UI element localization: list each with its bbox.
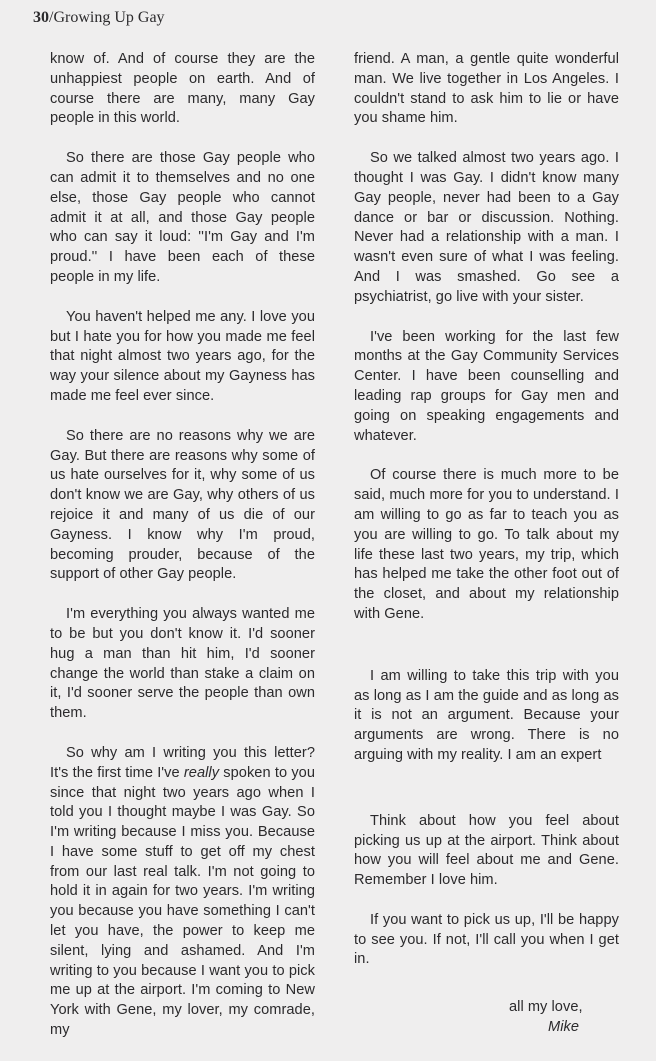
signoff: [354, 998, 619, 1038]
paragraph: Of course there is much more to be said, much more for you to understand. I am willing to go as far to teach you as you are willing to go. To talk about my life these last two years, my trip, which has helped me take the other foot out of the closet, and about my relationship with Gene.: [354, 467, 619, 622]
left-column: [50, 50, 315, 1061]
paragraph: know of. And of course they are the unhappiest people on earth. And of course there are many, many Gay people in this world.: [50, 51, 315, 127]
paragraph: I am willing to take this trip with you as long as I am the guide and as long as it is not an argument. Because your arguments are wrong. There is no arguing with my reality. I am an expert: [354, 667, 619, 763]
running-title: /Growing Up Gay: [49, 9, 165, 26]
paragraph: I've been working for the last few months at the Gay Community Services Center. I have been counselling and leading rap groups for Gay men and going on speaking engagements and whatever.: [354, 328, 619, 444]
paragraph-text: spoken to you since that night two years ago when I told you I thought maybe I was Gay. So I'm writing because I miss you. Because I have some stuff to get off my chest from our last real talk. I'm not going to hold it in again for two years. I'm writing you because you have something I can't let you have, the power to keep me silent, lying and ashamed. And I'm writing to you because I want you to pick me up at the airport. I'm coming to New York with Gene, my lover, my comrade, my: [50, 764, 316, 1039]
closing-text: all my love,: [509, 999, 583, 1016]
paragraph: You haven't helped me any. I love you but I hate you for how you made me feel that night almost two years ago, for the way your silence about my Gayness has made me feel ever since.: [50, 308, 315, 404]
emphasis-text: really: [183, 764, 220, 781]
right-column: [354, 50, 619, 1038]
page-number: 30: [33, 9, 49, 26]
paragraph: So we talked almost two years ago. I thought I was Gay. I didn't know many Gay people, never had been to a Gay dance or bar or discussion. Nothing. Never had a relationship with a man. I wasn't even sure of what I was feeling. And I was smashed. Go see a psychiatrist, go live with your sister.: [354, 150, 619, 305]
paragraph: [50, 744, 315, 1041]
paragraph: Think about how you feel about picking us up at the airport. Think about how you will feel about me and Gene. Remember I love him.: [354, 812, 619, 889]
paragraph: So there are no reasons why we are Gay. But there are reasons why some of us hate ourselves for it, why some of us don't know we are Gay, why others of us rejoice it and many of us die of our Gayness. I know why I'm proud, becoming prouder, because of the support of other Gay people.: [50, 427, 315, 583]
signature: Mike: [548, 1019, 580, 1036]
paragraph: friend. A man, a gentle quite wonderful man. We live together in Los Angeles. I couldn't stand to ask him to lie or have you shame him.: [354, 51, 619, 127]
paragraph: I'm everything you always wanted me to be but you don't know it. I'd sooner hug a man than hit him, I'd sooner change the world than stake a claim on it, I'd sooner serve the people than own them.: [50, 606, 315, 722]
paragraph: If you want to pick us up, I'll be happy to see you. If not, I'll call you when I get in.: [354, 911, 619, 968]
running-header: [33, 9, 165, 27]
paragraph: So there are those Gay people who can admit it to themselves and no one else, those Gay people who cannot admit it at all, and those Gay people who can say it loud: ''I'm Gay and I'm proud.'' I have been each of these people in my life.: [50, 150, 315, 285]
paragraph-text: So why am I writing you this letter? It's the first time I've: [50, 744, 315, 781]
